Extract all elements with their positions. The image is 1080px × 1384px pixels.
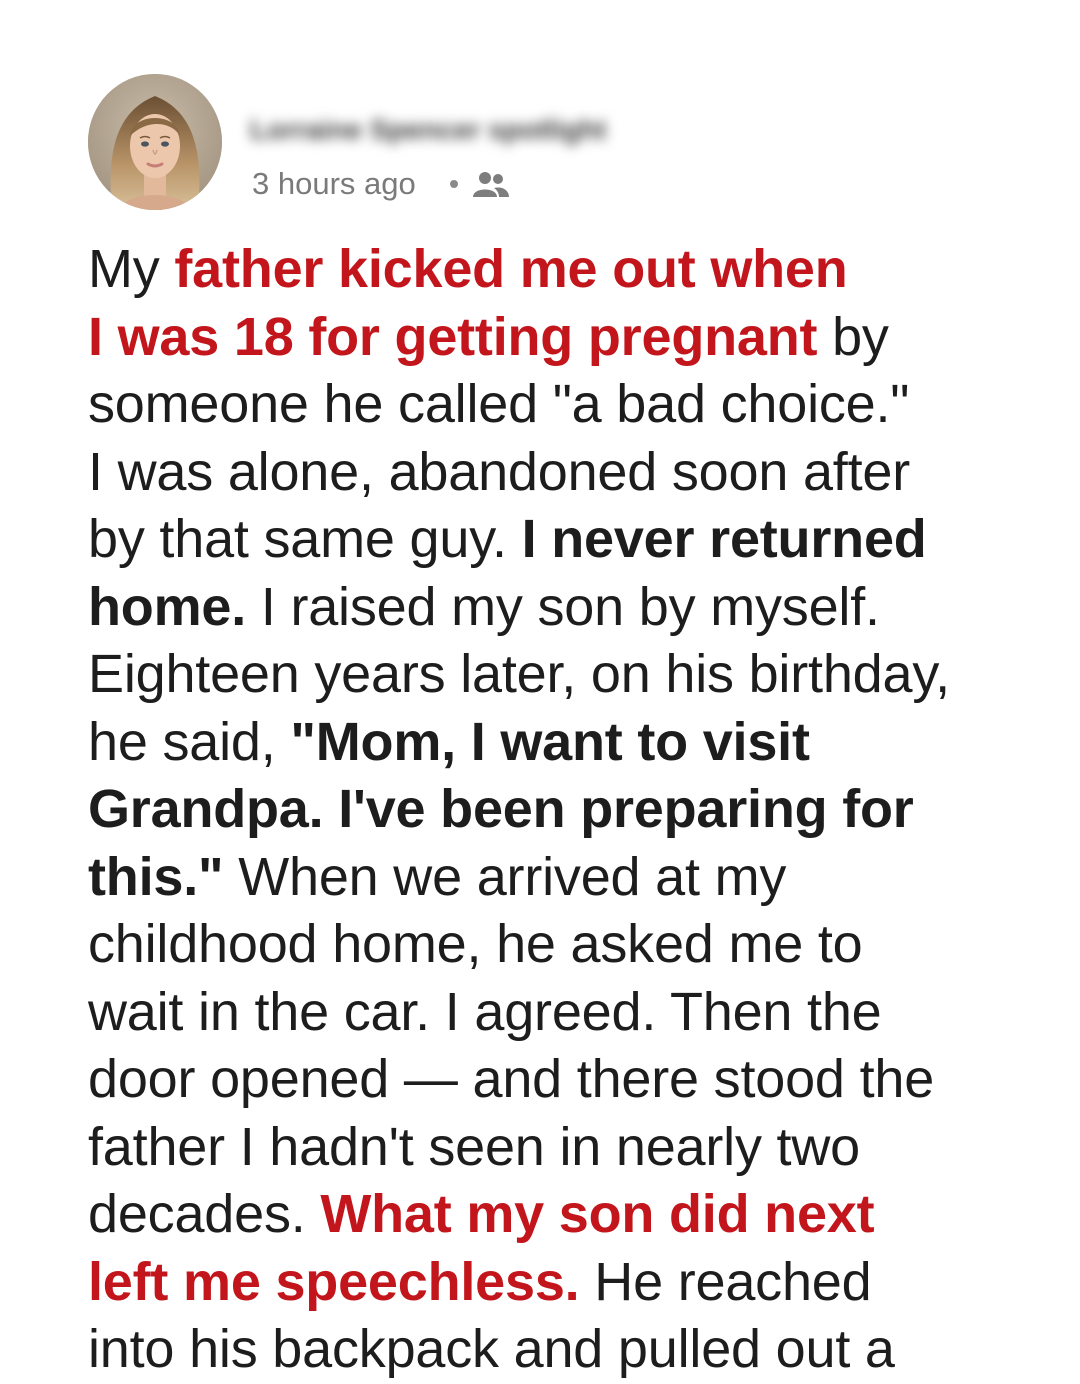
- story-segment: My: [88, 239, 175, 299]
- post-meta: [252, 164, 510, 204]
- story-text: My father kicked me out when I was 18 for getting pregnant by someone he called "a bad choice." I was alone, abandoned soon after by that same guy. I never returned home. I raised my son by myself. Eighteen years later, on his birthday, he said, "Mom, I want to visit Grandpa. I've been preparing for this." When we arrived at my childhood home, he asked me to wait in the car. I agreed. Then the door opened — and there stood the father I hadn't seen in nearly two decades. What my son did next left me speechless. He reached into his backpack and pulled out a: [88, 239, 950, 1379]
- story-bold-quote: "Mom, I want to visit Grandpa. I've been preparing for this.": [88, 711, 914, 907]
- post-header: [88, 74, 988, 214]
- separator-dot: [450, 180, 458, 188]
- story-highlight-red: father kicked me out when: [174, 239, 848, 299]
- story-highlight-red: What my son did next left me speechless.: [88, 1184, 875, 1312]
- author-name[interactable]: Lorraine Spencer spotlight: [250, 114, 607, 145]
- user-avatar-photo: [88, 74, 222, 210]
- avatar[interactable]: [88, 74, 222, 210]
- story-highlight-red: I was 18 for getting pregnant: [88, 306, 818, 367]
- timestamp[interactable]: 3 hours ago: [252, 166, 416, 201]
- story-bold: I never returned home.: [88, 509, 927, 637]
- people-icon[interactable]: [472, 169, 510, 199]
